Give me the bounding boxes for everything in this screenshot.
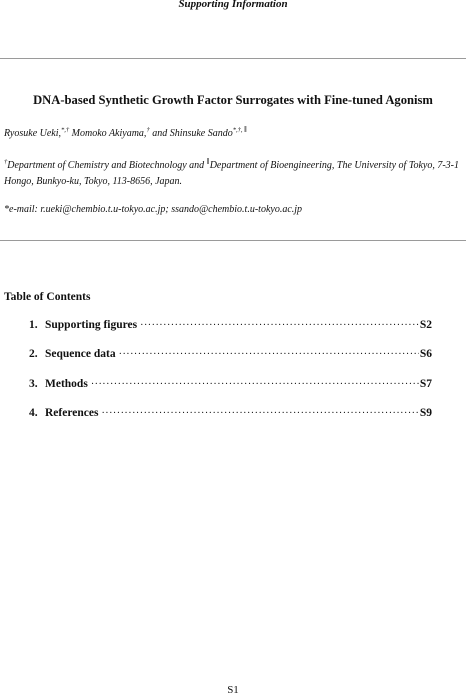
author-marks: †	[146, 126, 150, 134]
toc-page: S7	[419, 378, 432, 390]
toc-number: 2.	[29, 348, 38, 360]
toc-leader	[119, 349, 419, 360]
corresponding-email: *e-mail: r.ueki@chembio.t.u-tokyo.ac.jp; ssando@chembio.t.u-tokyo.ac.jp	[4, 204, 303, 215]
toc-heading: Table of Contents	[4, 291, 91, 303]
toc-page: S6	[419, 348, 432, 360]
toc-page: S2	[419, 319, 432, 331]
toc-label: Sequence data	[45, 348, 116, 360]
toc-leader	[140, 320, 419, 331]
toc-item[interactable]	[29, 348, 432, 360]
toc-leader	[101, 408, 418, 419]
toc-label: Methods	[45, 378, 88, 390]
author-name: and Shinsuke Sando	[149, 128, 233, 139]
affiliation-mark: ∥	[206, 158, 210, 166]
toc-item[interactable]	[29, 407, 432, 419]
toc-number: 3.	[29, 378, 38, 390]
section-divider	[0, 240, 466, 241]
author-list	[4, 128, 247, 139]
top-divider	[0, 58, 466, 59]
toc-leader	[91, 379, 419, 390]
affiliation-dept2: Department of Bioengineering, The University of Tokyo, 7-3-1 Hongo, Bunkyo-ku, Tokyo, 113-8656, Japan.	[4, 160, 459, 187]
author-name: Ryosuke Ueki,	[4, 128, 62, 139]
affiliation	[4, 158, 462, 189]
affiliation-dept1: Department of Chemistry and Biotechnology and	[7, 160, 207, 171]
toc-label: References	[45, 407, 99, 419]
toc-page: S9	[419, 407, 432, 419]
toc-number: 4.	[29, 407, 38, 419]
author-marks: *,†	[61, 126, 70, 134]
page-number: S1	[227, 684, 239, 696]
toc-item[interactable]	[29, 319, 432, 331]
toc-label: Supporting figures	[45, 319, 138, 331]
toc-number: 1.	[29, 319, 38, 331]
paper-title: DNA-based Synthetic Growth Factor Surrogates with Fine-tuned Agonism	[33, 93, 433, 107]
toc-item[interactable]	[29, 378, 432, 390]
author-name: Momoko Akiyama,	[69, 128, 147, 139]
running-header: Supporting Information	[178, 0, 288, 10]
affiliation-mark: †	[4, 158, 8, 166]
author-marks: *,†, ∥	[232, 126, 248, 134]
